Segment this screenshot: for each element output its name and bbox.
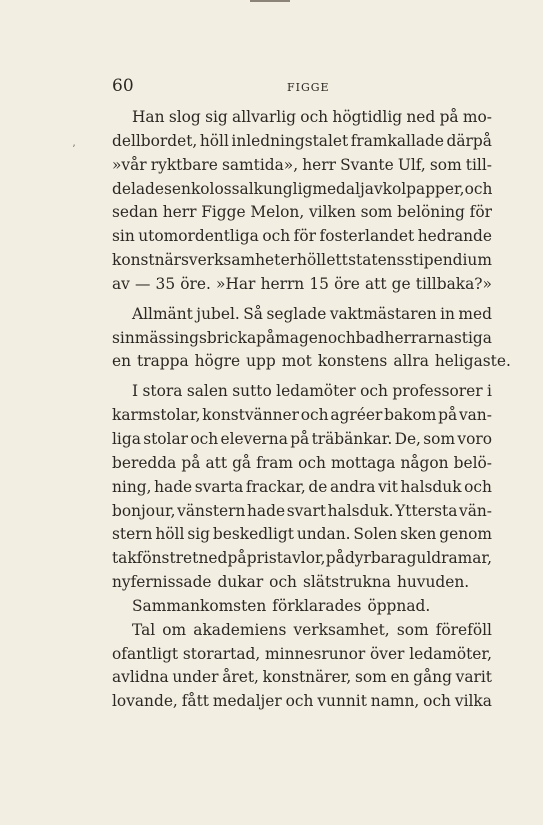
word: förklarades — [272, 596, 362, 615]
word: stiga — [453, 328, 492, 347]
word: varit — [455, 668, 492, 687]
word: mot — [281, 352, 312, 371]
word: med — [458, 304, 492, 323]
word: namn, — [370, 692, 420, 711]
word: belö- — [453, 453, 492, 472]
word: som — [396, 620, 429, 639]
word: en — [390, 668, 410, 687]
word: stolar — [143, 429, 189, 448]
text-line — [112, 154, 492, 178]
word: som — [354, 668, 387, 687]
word: Figge — [201, 203, 246, 222]
word: Allmänt — [132, 304, 193, 323]
page-edge-mark — [250, 0, 290, 2]
running-head: FIGGE — [287, 81, 330, 94]
word: på — [290, 429, 310, 448]
word: konstnärer, — [262, 668, 352, 687]
text-line — [112, 643, 492, 667]
word: bad — [355, 328, 385, 347]
word: voro — [457, 429, 492, 448]
word: gå — [232, 453, 252, 472]
word: hedrande — [417, 227, 492, 246]
text-line — [112, 523, 492, 547]
word: om — [162, 620, 187, 639]
word: svart — [286, 501, 326, 520]
word: ett — [326, 251, 348, 270]
word: de — [308, 477, 328, 496]
word: höll — [155, 525, 185, 544]
word: och — [464, 179, 493, 198]
word: året, — [222, 668, 259, 687]
word: herrarna — [384, 328, 454, 347]
word: av — [112, 274, 130, 293]
text-line — [112, 547, 492, 571]
word: stipendium — [404, 251, 492, 270]
word: Så — [243, 304, 263, 323]
word: träbänkar. — [311, 429, 393, 448]
word: tillbaka?» — [415, 274, 492, 293]
word: öre. — [180, 274, 211, 293]
word: på — [181, 453, 201, 472]
text-line — [112, 350, 511, 374]
word: undan. — [296, 525, 351, 544]
word: in — [440, 304, 455, 323]
word: kunglig — [253, 179, 313, 198]
text-line — [112, 619, 492, 643]
text-line — [112, 106, 492, 130]
word: storartad, — [182, 644, 261, 663]
text-line — [112, 404, 492, 428]
word: trappa — [137, 352, 189, 371]
word: sig — [205, 108, 228, 126]
word: sedan — [112, 203, 158, 222]
word: huvuden. — [396, 573, 470, 592]
word: föreföll — [435, 620, 492, 639]
word: dukar — [217, 573, 264, 592]
word: genom — [439, 525, 492, 544]
word: bakom — [384, 406, 437, 425]
word: 15 — [309, 274, 329, 293]
word: gång — [413, 668, 452, 687]
word: och — [360, 382, 388, 401]
word: högre — [194, 352, 241, 371]
word: vänstern — [177, 501, 246, 520]
body-text — [112, 106, 511, 714]
word: i — [486, 382, 492, 401]
word: statens — [348, 251, 405, 270]
word: verksamhet, — [293, 620, 390, 639]
word: ledamöter — [276, 382, 356, 401]
word: sin — [112, 328, 135, 347]
word: att — [205, 453, 228, 472]
text-line — [112, 571, 492, 595]
word: delades — [112, 179, 172, 198]
word: höll — [199, 131, 229, 150]
word: Melon, — [250, 203, 305, 222]
text-line — [112, 452, 492, 476]
word: magen — [275, 328, 328, 347]
word: heligaste. — [434, 352, 511, 371]
word: Solen — [353, 525, 398, 544]
word: på — [439, 108, 459, 126]
word: ofantligt — [112, 644, 179, 663]
page-number: 60 — [112, 76, 134, 96]
word: vunnit — [317, 692, 367, 711]
word: De, — [394, 429, 421, 448]
word: eleverna — [220, 429, 288, 448]
word: allra — [393, 352, 429, 371]
word: van- — [458, 406, 492, 425]
text-line — [112, 273, 492, 297]
word: vilka — [454, 692, 492, 711]
word: vilken — [309, 203, 356, 222]
word: karmstolar, — [112, 406, 201, 425]
word: belöning — [397, 203, 465, 222]
word: liga — [112, 429, 141, 448]
word: minnesrunor — [265, 644, 366, 663]
word: herr — [302, 155, 336, 174]
word: jubel. — [196, 304, 240, 323]
word: »vår — [112, 155, 147, 174]
text-line — [112, 303, 492, 327]
word: och — [300, 108, 329, 126]
word: konstnärsverksamhet — [112, 251, 281, 270]
word: att — [364, 274, 387, 293]
word: agréer — [330, 406, 383, 425]
word: och — [327, 328, 356, 347]
word: stern — [112, 525, 153, 544]
word: på — [227, 549, 247, 568]
word: och — [262, 227, 291, 246]
word: kolpapper, — [382, 179, 465, 198]
word: allvarlig — [232, 108, 296, 126]
word: professorer — [392, 382, 483, 401]
word: Yttersta — [395, 501, 458, 520]
word: fram — [256, 453, 293, 472]
word: erhöll — [280, 251, 327, 270]
word: vit — [378, 477, 398, 496]
word: samtida», — [221, 155, 299, 174]
word: ledamöter, — [409, 644, 492, 663]
word: till- — [465, 155, 492, 174]
word: I — [132, 382, 139, 401]
word: halsduk. — [327, 501, 394, 520]
word: halsduk — [400, 477, 462, 496]
word: därpå — [446, 131, 492, 150]
word: ning, — [112, 477, 152, 496]
word: frackar, — [245, 477, 306, 496]
text-line — [112, 500, 492, 524]
word: ned — [406, 108, 436, 126]
word: ryktbare — [150, 155, 218, 174]
word: ge — [391, 274, 411, 293]
word: och — [300, 406, 329, 425]
word: hade — [247, 501, 286, 520]
word: beskedligt — [212, 525, 294, 544]
word: på — [325, 549, 345, 568]
text-line — [112, 690, 492, 714]
word: konstens — [317, 352, 388, 371]
word: guldramar, — [406, 549, 492, 568]
word: och — [423, 692, 451, 711]
word: — — [135, 274, 151, 293]
text-line — [112, 476, 492, 500]
text-line — [112, 595, 492, 619]
word: ned — [198, 549, 228, 568]
word: framkallade — [350, 131, 445, 150]
word: 35 — [155, 274, 176, 293]
word: svarta — [194, 477, 244, 496]
word: stora — [142, 382, 183, 401]
word: sken — [400, 525, 437, 544]
word: konstvänner — [202, 406, 299, 425]
word: medalj — [312, 179, 365, 198]
word: utomordentliga — [138, 227, 259, 246]
word: sig — [187, 525, 210, 544]
word: hade — [154, 477, 193, 496]
word: öre — [334, 274, 360, 293]
word: lovande, — [112, 692, 178, 711]
word: fosterlandet — [319, 227, 415, 246]
word: akademiens — [193, 620, 287, 639]
word: andra — [330, 477, 376, 496]
word: pristavlor, — [246, 549, 326, 568]
word: seglade — [266, 304, 327, 323]
word: takfönstret — [112, 549, 199, 568]
word: herrn — [260, 274, 305, 293]
word: en — [112, 352, 132, 371]
word: öppnad. — [367, 596, 431, 615]
word: högtidlig — [332, 108, 403, 126]
word: dellbordet, — [112, 131, 198, 150]
word: avlidna — [112, 668, 169, 687]
text-line — [112, 428, 492, 452]
word: och — [269, 573, 297, 592]
word: medaljer — [212, 692, 282, 711]
word: över — [369, 644, 405, 663]
word: mo- — [462, 108, 492, 126]
margin-mark: ʼ — [72, 144, 76, 155]
word: som — [423, 429, 456, 448]
word: för — [293, 227, 316, 246]
text-line — [112, 249, 492, 273]
word: mottaga — [330, 453, 396, 472]
text-line — [112, 666, 492, 690]
word: som — [429, 155, 462, 174]
word: någon — [400, 453, 449, 472]
word: och — [464, 477, 492, 496]
text-line — [112, 201, 492, 225]
word: beredda — [112, 453, 177, 472]
word: och — [298, 453, 326, 472]
word: Sammankomsten — [132, 596, 267, 615]
word: som — [360, 203, 393, 222]
word: för — [469, 203, 492, 222]
word: på — [438, 406, 458, 425]
text-line — [112, 327, 492, 351]
word: kolossal — [190, 179, 254, 198]
word: inledningstalet — [231, 131, 349, 150]
word: vän- — [459, 501, 492, 520]
word: nyfernissade — [112, 573, 212, 592]
text-line — [112, 225, 492, 249]
text-line — [112, 380, 492, 404]
word: slog — [168, 108, 201, 126]
word: och — [190, 429, 219, 448]
word: »Har — [216, 274, 256, 293]
word: upp — [246, 352, 276, 371]
word: Ulf, — [397, 155, 426, 174]
word: fått — [181, 692, 209, 711]
word: av — [364, 179, 383, 198]
word: Han — [132, 108, 165, 126]
word: Tal — [132, 620, 156, 639]
word: Svante — [340, 155, 394, 174]
word: bonjour, — [112, 501, 176, 520]
word: sin — [112, 227, 135, 246]
word: dyrbara — [344, 549, 407, 568]
word: en — [171, 179, 191, 198]
word: på — [256, 328, 276, 347]
word: sutto — [232, 382, 272, 401]
word: och — [285, 692, 314, 711]
word: vaktmästaren — [329, 304, 437, 323]
word: salen — [186, 382, 228, 401]
text-line — [112, 130, 492, 154]
word: under — [172, 668, 219, 687]
word: mässingsbricka — [134, 328, 257, 347]
text-line — [112, 178, 492, 202]
word: herr — [162, 203, 197, 222]
word: slätstrukna — [302, 573, 391, 592]
